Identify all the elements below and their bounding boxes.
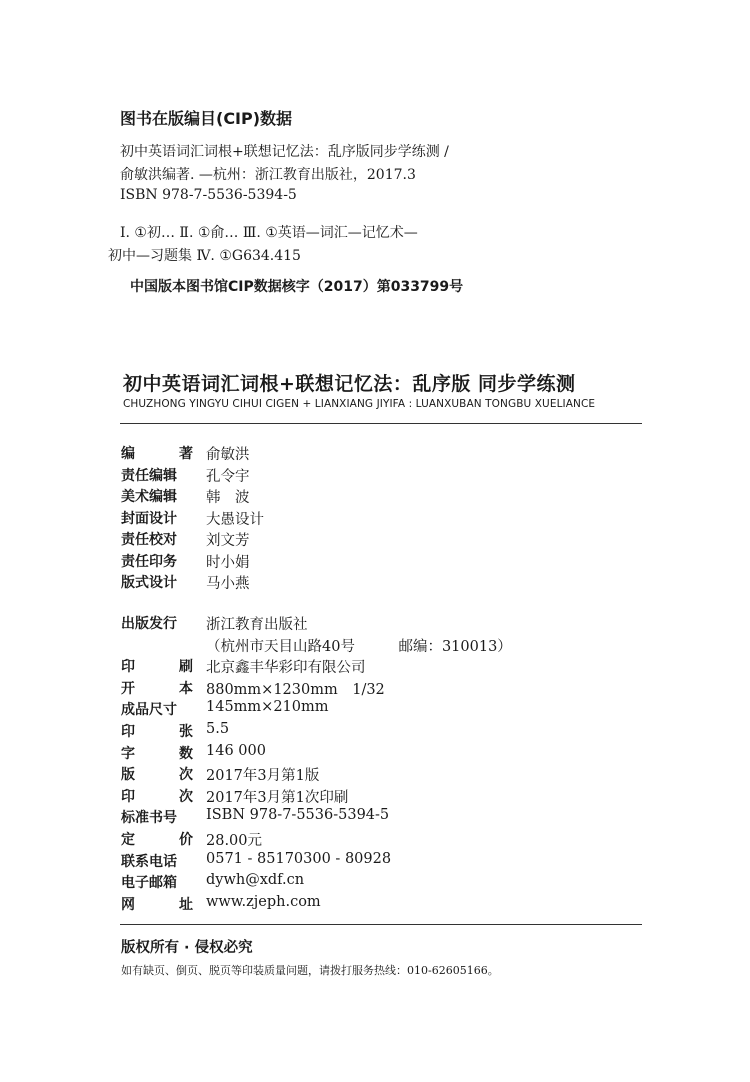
info-value: 145mm×210mm bbox=[206, 699, 329, 716]
info-value: 大愚设计 bbox=[206, 511, 264, 528]
info-value: 2017年3月第1版 bbox=[206, 768, 320, 785]
info-label-char: 本 bbox=[179, 680, 193, 697]
info-label bbox=[121, 764, 193, 784]
info-value: 0571 - 85170300 - 80928 bbox=[206, 850, 392, 867]
info-label-char: 次 bbox=[179, 788, 193, 805]
info-label: 责任印务 bbox=[121, 553, 177, 570]
cip-title-line: 初中英语词汇词根+联想记忆法：乱序版同步学练测 / bbox=[120, 144, 449, 160]
info-label-char: 址 bbox=[179, 896, 193, 913]
info-value: 时小娟 bbox=[206, 554, 250, 571]
info-value: 孔令宇 bbox=[206, 468, 250, 485]
info-label bbox=[121, 443, 193, 463]
info-label: 电子邮箱 bbox=[121, 875, 177, 892]
cip-verification-number: 中国版本图书馆CIP数据核字（2017）第033799号 bbox=[130, 279, 464, 295]
info-value: 韩 波 bbox=[206, 490, 250, 506]
info-label bbox=[121, 678, 193, 698]
info-label: 责任校对 bbox=[121, 532, 177, 548]
info-value: 2017年3月第1次印刷 bbox=[206, 789, 349, 806]
info-value: 146 000 bbox=[206, 742, 266, 759]
info-label-char: 次 bbox=[179, 767, 193, 784]
info-value: 俞敏洪 bbox=[206, 447, 250, 463]
info-label: 成品尺寸 bbox=[121, 702, 177, 719]
info-label-char: 版 bbox=[121, 767, 135, 784]
info-label bbox=[121, 894, 193, 914]
divider-top bbox=[120, 423, 642, 424]
info-label-char: 网 bbox=[121, 896, 135, 913]
info-label bbox=[121, 786, 193, 806]
info-label: 联系电话 bbox=[121, 853, 177, 870]
info-label bbox=[121, 829, 193, 849]
cip-heading: 图书在版编目(CIP)数据 bbox=[120, 109, 293, 128]
info-label-char: 定 bbox=[121, 832, 135, 848]
info-label-char: 价 bbox=[179, 832, 193, 848]
info-value: 浙江教育出版社 bbox=[206, 617, 308, 633]
info-value: ISBN 978-7-5536-5394-5 bbox=[206, 807, 390, 824]
cip-author-line: 俞敏洪编著. —杭州：浙江教育出版社，2017.3 bbox=[120, 167, 416, 183]
info-label bbox=[121, 656, 193, 676]
copyright-statement: 版权所有 · 侵权必究 bbox=[121, 940, 253, 956]
info-label-char: 开 bbox=[121, 680, 135, 697]
info-label-char: 印 bbox=[121, 659, 135, 676]
info-label-char: 编 bbox=[121, 446, 135, 462]
book-title-pinyin: CHUZHONG YINGYU CIHUI CIGEN + LIANXIANG JIYIFA : LUANXUBAN TONGBU XUELIANCE bbox=[123, 398, 596, 410]
info-label: 标准书号 bbox=[121, 810, 177, 827]
info-value: www.zjeph.com bbox=[206, 893, 321, 910]
info-label: 责任编辑 bbox=[121, 467, 177, 484]
info-value: 28.00元 bbox=[206, 833, 263, 849]
info-label-char: 印 bbox=[121, 724, 135, 740]
info-label: 封面设计 bbox=[121, 510, 177, 527]
book-title: 初中英语词汇词根+联想记忆法：乱序版 同步学练测 bbox=[123, 373, 576, 395]
info-label bbox=[121, 721, 193, 741]
info-label: 版式设计 bbox=[121, 575, 177, 591]
info-label-char: 数 bbox=[179, 745, 193, 762]
info-value: 北京鑫丰华彩印有限公司 bbox=[206, 660, 366, 677]
info-value: 马小燕 bbox=[206, 576, 250, 592]
info-value: 880mm×1230mm 1/32 bbox=[206, 681, 385, 698]
info-label-char: 印 bbox=[121, 788, 135, 805]
info-label: 出版发行 bbox=[121, 616, 177, 632]
divider-bottom bbox=[120, 924, 642, 925]
info-value: 刘文芳 bbox=[206, 533, 250, 549]
info-value: 5.5 bbox=[206, 721, 230, 737]
info-label-char: 字 bbox=[121, 745, 135, 762]
info-label: 美术编辑 bbox=[121, 489, 177, 505]
info-label-char: 张 bbox=[179, 724, 193, 740]
info-label bbox=[121, 743, 193, 763]
info-label-char: 刷 bbox=[179, 659, 193, 676]
cip-classification-line: Ⅰ. ①初… Ⅱ. ①俞… Ⅲ. ①英语—词汇—记忆术— bbox=[120, 225, 418, 241]
info-value: dywh@xdf.cn bbox=[206, 872, 305, 889]
info-value: （杭州市天目山路40号 邮编：310013） bbox=[206, 638, 512, 655]
cip-isbn-line: ISBN 978-7-5536-5394-5 bbox=[120, 187, 297, 203]
printing-defect-notice: 如有缺页、倒页、脱页等印装质量问题，请拨打服务热线：010-62605166。 bbox=[121, 964, 499, 977]
info-label-char: 著 bbox=[179, 446, 193, 462]
cip-classification-line-2: 初中—习题集 Ⅳ. ①G634.415 bbox=[108, 248, 301, 264]
